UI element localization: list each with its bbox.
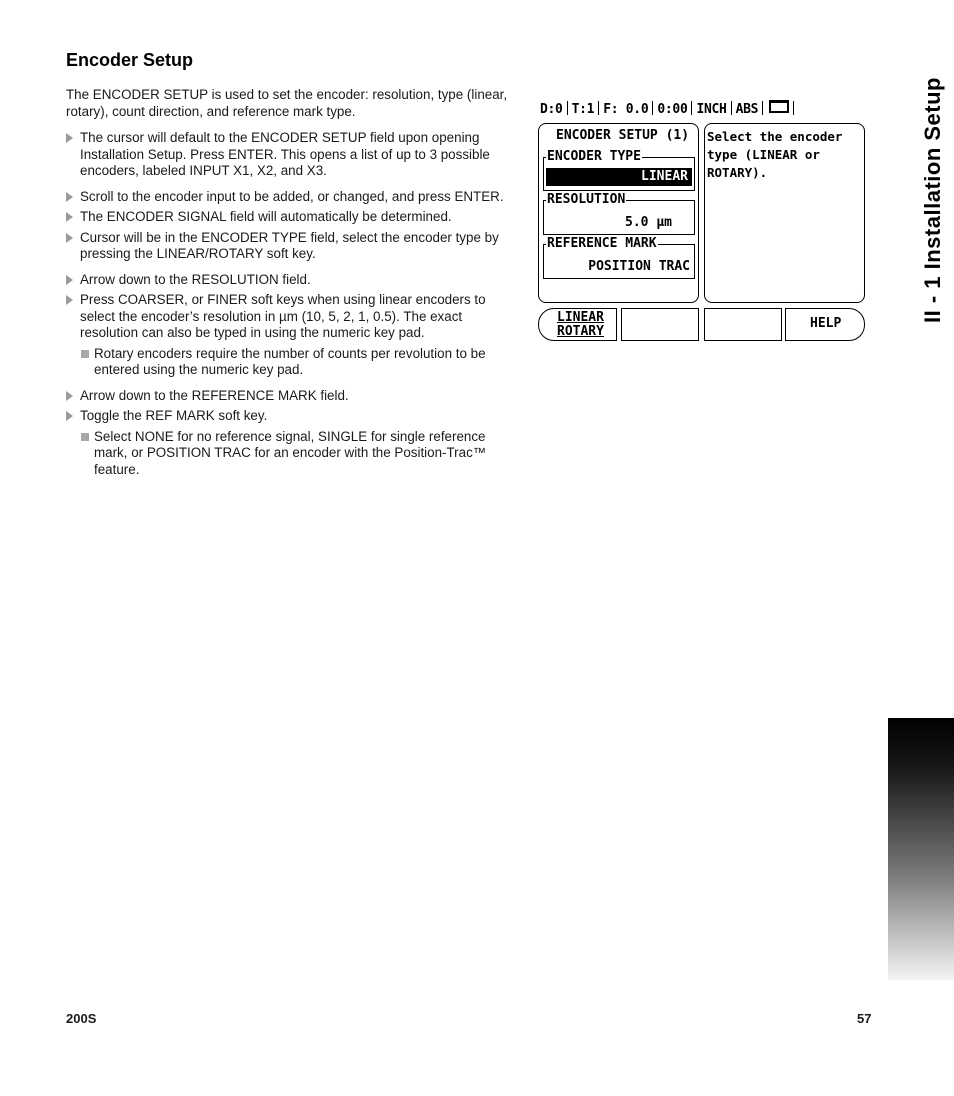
step-item <box>66 408 511 425</box>
body-text <box>66 87 511 482</box>
step-text: The ENCODER SIGNAL field will automatically be determined. <box>80 209 452 224</box>
square-bullet-icon <box>81 433 89 441</box>
encoder-type-label: ENCODER TYPE <box>547 149 641 164</box>
encoder-type-value[interactable]: LINEAR <box>546 168 692 186</box>
softkey-blank-2[interactable] <box>621 308 699 341</box>
note-text: Select NONE for no reference signal, SINGLE for single reference mark, or POSITION TRAC for an encoder with the Position-Trac™ feature. <box>94 428 487 477</box>
chapter-title-text: II - 1 Installation Setup <box>920 77 945 323</box>
stopwatch-indicator: 0:00 <box>657 102 688 117</box>
status-bar <box>540 100 798 117</box>
arrow-bullet-icon <box>66 212 73 222</box>
datum-indicator: D:0 <box>540 102 563 117</box>
resolution-label: RESOLUTION <box>547 192 626 207</box>
step-item <box>66 189 511 206</box>
linear-rotary-softkey[interactable] <box>538 308 617 341</box>
feed-indicator: F: 0.0 <box>603 102 649 117</box>
dro-screen <box>538 96 868 346</box>
divider <box>762 101 763 115</box>
tool-indicator: T:1 <box>571 102 595 117</box>
divider <box>691 101 692 115</box>
reference-mark-value[interactable]: POSITION TRAC <box>588 259 690 274</box>
help-softkey[interactable] <box>785 308 865 341</box>
divider <box>652 101 653 115</box>
reference-mark-field[interactable] <box>543 236 695 279</box>
step-text: Arrow down to the RESOLUTION field. <box>80 271 311 287</box>
step-item <box>66 230 511 263</box>
divider <box>731 101 732 115</box>
step-text: Scroll to the encoder input to be added, or changed, and press ENTER. <box>80 188 504 204</box>
help-panel <box>704 123 865 303</box>
help-text: Select the encoder type (LINEAR or ROTARY). <box>707 129 843 180</box>
arrow-bullet-icon <box>66 411 73 421</box>
arrow-bullet-icon <box>66 275 73 285</box>
divider <box>567 101 568 115</box>
softkey-bar <box>538 308 865 341</box>
softkey-blank-3[interactable] <box>704 308 782 341</box>
section-heading: Encoder Setup <box>66 50 194 70</box>
arrow-bullet-icon <box>66 133 73 143</box>
step-item <box>66 272 511 289</box>
step-text: Cursor will be in the ENCODER TYPE field, select the encoder type by pressing the LINEAR/ROTARY soft key. <box>80 229 499 261</box>
page-number: 57 <box>857 1011 872 1026</box>
note-item <box>66 429 511 479</box>
mode-indicator: ABS <box>735 102 759 117</box>
arrow-bullet-icon <box>66 391 73 401</box>
softkey-rotary-label: ROTARY <box>557 324 604 339</box>
chapter-tab-title <box>913 55 953 345</box>
step-item <box>66 388 511 405</box>
step-text: Arrow down to the REFERENCE MARK field. <box>80 387 349 403</box>
note-item <box>66 346 511 379</box>
step-text: Press COARSER, or FINER soft keys when using linear encoders to select the encoder’s resolution in µm (10, 5, 2, 1, 0.5). The exact resolution can also be typed in using the numeric key pad. <box>80 292 486 340</box>
step-text: Toggle the REF MARK soft key. <box>80 408 268 423</box>
square-bullet-icon <box>81 350 89 358</box>
reference-mark-label: REFERENCE MARK <box>547 236 657 251</box>
step-item <box>66 292 511 342</box>
resolution-field[interactable] <box>543 192 695 235</box>
step-item <box>66 130 511 180</box>
note-text: Rotary encoders require the number of counts per revolution to be entered using the numeric key pad. <box>94 345 486 377</box>
arrow-bullet-icon <box>66 295 73 305</box>
resolution-value[interactable]: 5.0 µm <box>625 215 672 230</box>
arrow-bullet-icon <box>66 192 73 202</box>
divider <box>793 101 794 115</box>
arrow-bullet-icon <box>66 233 73 243</box>
unit-indicator: INCH <box>696 102 727 117</box>
intro-paragraph: The ENCODER SETUP is used to set the encoder: resolution, type (linear, rotary), count direction, and reference mark type. <box>66 87 508 119</box>
panel-title: ENCODER SETUP (1) <box>556 128 690 143</box>
softkey-linear-label: LINEAR <box>557 310 604 325</box>
step-text: The cursor will default to the ENCODER SETUP field upon opening Installation Setup. Press ENTER. This opens a list of up to 3 possible encoders, labeled INPUT X1, X2, and X3. <box>80 130 490 178</box>
help-softkey-label: HELP <box>810 316 842 331</box>
tool-icon <box>769 100 789 113</box>
divider <box>598 101 599 115</box>
setup-panel <box>538 123 699 303</box>
footer-product: 200S <box>66 1011 97 1026</box>
chapter-tab-gradient <box>888 718 954 980</box>
encoder-type-field[interactable] <box>543 149 695 191</box>
step-item <box>66 209 511 226</box>
